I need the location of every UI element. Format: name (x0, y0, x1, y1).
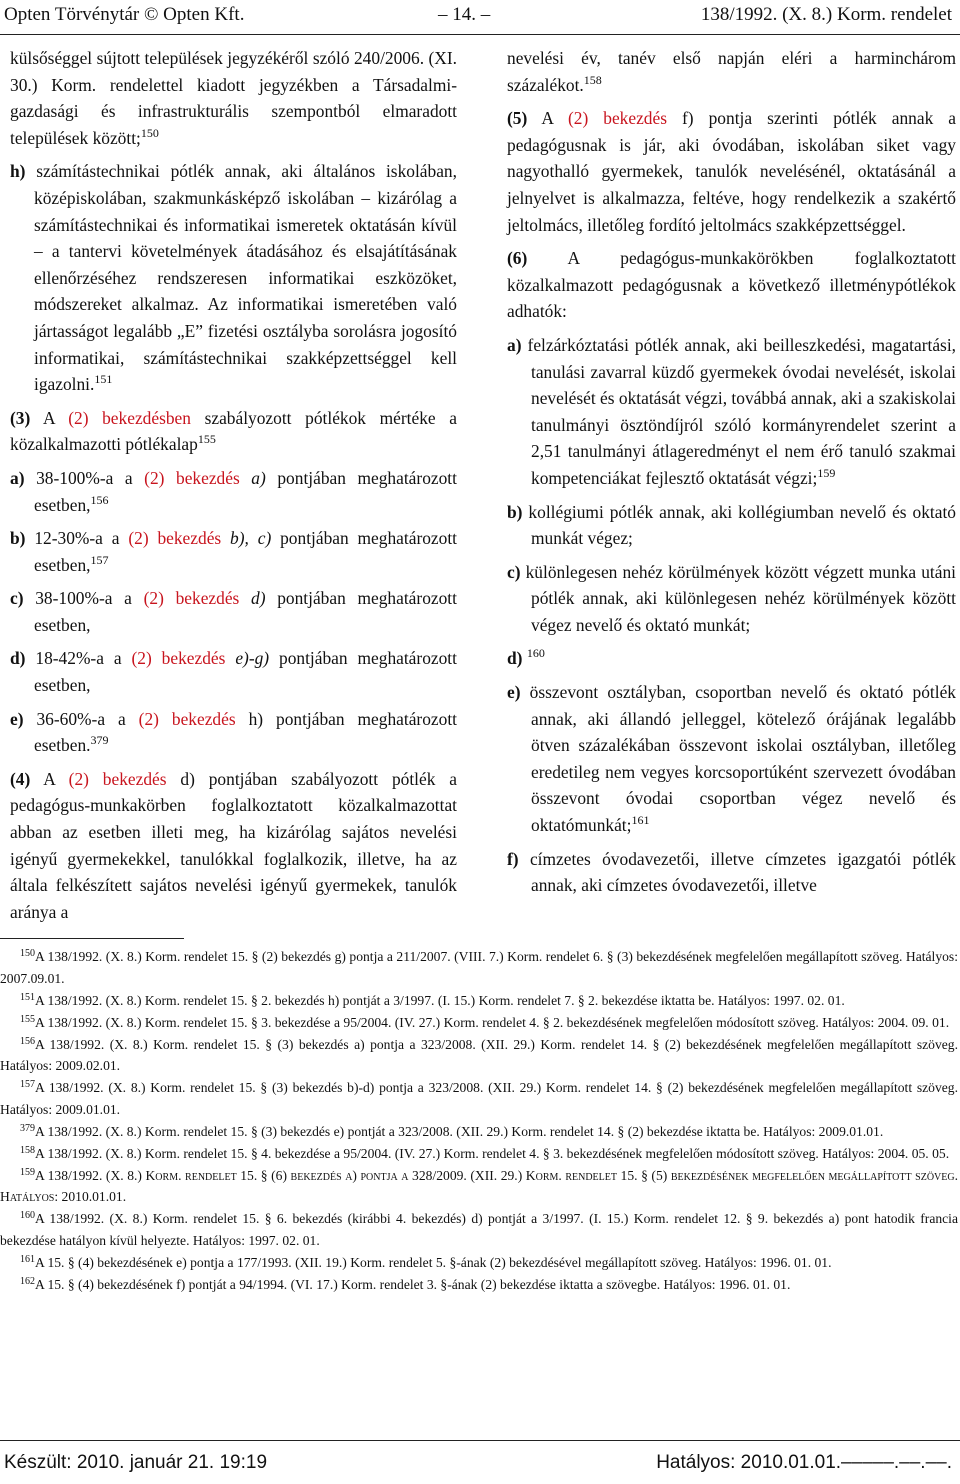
item-text: pontjában meghatározott esetben, (34, 528, 458, 575)
item-d (507, 645, 956, 672)
item-text: 38-100%-a a (35, 588, 132, 609)
footnote-text: A 138/1992. (X. 8.) Korm. rendelet 15. § (3) bekezdés b)-d) pontja a 323/2008. (XII. 29.) Korm. rendelet 14. § (2) bekezdésének megfelelően megállapított szöveg. Hatályos: 2009.01.01. (0, 1080, 958, 1117)
footnote-ref[interactable]: 379 (90, 733, 109, 748)
cross-reference-link[interactable]: (2) bekezdés (143, 588, 240, 609)
paragraph-text: A (42, 407, 55, 428)
footer-created-date: Készült: 2010. január 21. 19:19 (4, 1452, 268, 1473)
footnote (0, 1034, 958, 1077)
item-text: összevont osztályban, csoportban nevelő és oktató pótlék annak, aki állandó jelleggel, kötelező órájának legalább ötven százalékában összevont iskolai osztályban, illetőleg eredetileg nem vegyes korcsoportúként szervezett óvodában összevont óvodai csoportban végez nevelő és oktatómunkát; (529, 682, 956, 836)
paragraph-label: (5) (507, 108, 528, 129)
footnote (0, 1077, 958, 1120)
footnote-ref[interactable]: 161 (631, 813, 650, 828)
footnote-ref[interactable]: 151 (94, 372, 113, 387)
item-label: d) (10, 648, 26, 669)
footnote-text: A 138/1992. (X. 8.) Korm. rendelet 15. § 6. bekezdés (kirábbi 4. bekezdés) d) pontját a 3/1997. (I. 15.) Korm. rendelet 12. § 9. bekezdés a) pont hatodik francia bekezdése hatályon kívül helyezte. Hatályos: 1997. 02. 01. (0, 1211, 958, 1248)
footnote-ref[interactable]: 160 (526, 646, 545, 661)
item-label: e) (10, 708, 24, 729)
footnote-number: 151 (20, 991, 35, 1003)
header-rule (0, 34, 960, 35)
item-text: 12-30%-a a (34, 528, 120, 549)
footnote-number: 161 (20, 1253, 35, 1265)
footer-effective-date: Hatályos: 2010.01.01.–––––.––.––. (656, 1452, 952, 1473)
paragraph-continuation (10, 45, 457, 151)
paragraph-text: f) pontja szerinti pótlék annak a pedagógusnak is jár, aki óvodában, iskolában siket vagy nagyothalló gyermekek, tanulók nevelésénél, oktatásánál a jelnyelvet is alkalmazza, feltéve, hogy rendelkezik a szakértő jeltolmács, illetőleg fordító jeltolmács szakképzettséggel. (507, 108, 957, 235)
paragraph-text: d) pontjában szabályozott pótlék a pedagógus-munkakörben foglalkoztatott közalkalmazottat abban az esetben illeti meg, ha kizárólag sajátos nevelési igényű gyermekekkel, tanulókkal foglalkozik, illetve, ha az általa felkészített sajátos nevelési igényű gyermekek, tanulók aránya a (10, 768, 457, 922)
footnote-number: 155 (20, 1013, 35, 1025)
item-text: 18-42%-a a (35, 648, 122, 669)
item-c (10, 585, 457, 638)
paragraph-text: nevelési év, tanév első napján eléri a harminchárom százalékot. (507, 48, 956, 95)
footnote (0, 1208, 958, 1251)
page-footer (0, 1440, 960, 1484)
item-point: e)-g) (235, 648, 270, 669)
item-label: a) (507, 334, 522, 355)
paragraph-label: (3) (10, 407, 31, 428)
footnote-text: A 138/1992. (X. 8.) Korm. rendelet 15. § 3. bekezdése a 95/2004. (IV. 27.) Korm. rendelet 4. § 2. bekezdésének megfelelően módosított szöveg. Hatályos: 2004. 09. 01. (35, 1014, 950, 1030)
item-text: 38-100%-a a (36, 467, 133, 488)
item-text: 36-60%-a a (36, 708, 126, 729)
item-label: e) (507, 682, 521, 703)
footnote-text: A 15. § (4) bekezdésének e) pontja a 177/1993. (XII. 19.) Korm. rendelet 5. §-ának (2) bekezdésével megállapított szöveg. Hatályos: 1996. 01. 01. (35, 1254, 832, 1270)
item-a (10, 465, 457, 518)
footnote-number: 160 (20, 1210, 35, 1221)
footnote-text: A 138/1992. (X. 8.) Korm. rendelet 15. § (6) bekezdés a) pontja a 328/2009. (XII. 29.) Korm. rendelet 15. § (5) bekezdésének megfelelően megállapított szöveg. Hatályos: 2010.01.01. (0, 1167, 958, 1204)
cross-reference-link[interactable]: (2) bekezdésben (68, 407, 191, 428)
cross-reference-link[interactable]: (2) bekezdés (567, 108, 667, 129)
paragraph-text: A (541, 108, 553, 129)
footer-rule (0, 1440, 960, 1441)
item-label: c) (10, 588, 24, 609)
paragraph-text: A (43, 768, 55, 789)
item-label: b) (507, 501, 523, 522)
right-column (507, 45, 956, 906)
footnote-text: A 138/1992. (X. 8.) Korm. rendelet 15. § 4. bekezdése a 95/2004. (IV. 27.) Korm. rendelet 4. § 3. bekezdésének megfelelően módosított szöveg. Hatályos: 2004. 05. 05. (35, 1145, 950, 1161)
item-b (10, 525, 457, 578)
page-header (0, 0, 960, 34)
footnote-ref[interactable]: 156 (90, 492, 109, 507)
item-text: pontjában meghatározott esetben, (34, 467, 457, 515)
footnotes (0, 946, 958, 1296)
header-publisher: Opten Törvénytár © Opten Kft. (4, 4, 245, 25)
footnote-number: 162 (20, 1275, 35, 1287)
footnote-number: 158 (20, 1144, 35, 1156)
item-h (10, 158, 457, 397)
footnote (0, 1121, 958, 1143)
item-point: a) (251, 467, 266, 488)
footnote-ref[interactable]: 150 (140, 125, 159, 140)
footnote-text: A 138/1992. (X. 8.) Korm. rendelet 15. § (2) bekezdés g) pontja a 211/2007. (VIII. 7.) Korm. rendelet 6. § (3) bekezdésének megfelelően megállapított szöveg. Hatályos: 2007.09.01. (0, 949, 958, 986)
item-e (10, 706, 457, 759)
item-text: címzetes óvodavezetői, illetve címzetes igazgatói pótlék annak, aki címzetes óvodavezetői, illetve (529, 848, 956, 896)
footnote-text: A 138/1992. (X. 8.) Korm. rendelet 15. § 2. bekezdés h) pontját a 3/1997. (I. 15.) Korm. rendelet 7. § 2. bekezdése iktatta be. Hatályos: 1997. 02. 01. (35, 992, 845, 1008)
item-text: pontjában meghatározott esetben, (34, 588, 457, 635)
paragraph-text: szabályozott pótlékok mértéke a közalkalmazotti pótlékalap (10, 407, 457, 455)
footnote-number: 159 (20, 1166, 35, 1178)
item-text: számítástechnikai pótlék annak, aki általános iskolában, középiskolában, szakmunkásképző iskolában – kizárólag a számítástechnikai és informatikai ismeretek oktatásán kívül – a tantervi követelmények átadásához és elsajátításának ellenőrzéséhez rendszeresen informatikai eszközöket, módszereket alkalmaz. Az informatikai ismeretében való jártasságot legalább „E” fizetési osztályba sorolásra jogosító informatikai, számítástechnikai szakképzettséggel kell igazolni. (34, 161, 457, 395)
item-label: c) (507, 561, 521, 582)
item-text: h) pontjában meghatározott esetben. (34, 708, 457, 756)
cross-reference-link[interactable]: (2) bekezdés (144, 467, 240, 488)
footnote-ref[interactable]: 155 (197, 432, 216, 447)
paragraph-text: külsőséggel sújtott települések jegyzékéről szóló 240/2006. (XI. 30.) Korm. rendelettel kiadott jegyzékben a Társadalmi-gazdasági és infrastrukturális szempontból elmaradott települések között; (10, 48, 457, 148)
item-text: felzárkóztatási pótlék annak, aki beilleszkedési, magatartási, tanulási zavarral küzdő gyermekek óvodai nevelését, iskolai nevelését és oktatását végzi, továbbá annak, aki a szakiskolai tanulmányi ösztöndíjról szóló kormányrendelet szerint a 2,51 tanulmányi átlageredményt el nem érő tanuló szakmai kompetenciákat fejlesztő oktatását végzi; (527, 334, 956, 488)
item-point: d) (251, 588, 266, 609)
footnote (0, 1252, 958, 1274)
paragraph-label: (6) (507, 248, 528, 269)
item-text: különlegesen nehéz körülmények között végzett munka utáni pótlék annak, aki különlegesen nehéz körülmények között végez nevelő és oktató munkát; (525, 561, 956, 635)
footnote-number: 156 (20, 1035, 35, 1047)
item-label: b) (10, 528, 26, 549)
item-label: h) (10, 161, 26, 182)
paragraph-4 (10, 766, 457, 926)
footnote (0, 1012, 958, 1034)
item-label: f) (507, 848, 519, 869)
header-page-number: – 14. – (438, 4, 491, 25)
item-e (507, 679, 956, 839)
footnote-text: A 15. § (4) bekezdésének f) pontját a 94/1994. (VI. 17.) Korm. rendelet 3. §-ának (2) bekezdése iktatta a szövegbe. Hatályos: 1996. 01. 01. (35, 1276, 791, 1292)
footnote-ref[interactable]: 158 (583, 72, 602, 87)
item-point: b), c) (230, 528, 272, 549)
item-f (507, 846, 956, 899)
footnote (0, 990, 958, 1012)
item-d (10, 645, 457, 698)
footnote (0, 1143, 958, 1165)
cross-reference-link[interactable]: (2) bekezdés (128, 528, 222, 549)
footnote (0, 946, 958, 989)
paragraph-continuation (507, 45, 956, 98)
item-label: a) (10, 467, 25, 488)
footnote-rule (0, 938, 184, 939)
footnote (0, 1165, 958, 1208)
footnote-ref[interactable]: 159 (817, 465, 836, 480)
cross-reference-link[interactable]: (2) bekezdés (68, 768, 167, 789)
footnote (0, 1274, 958, 1296)
left-column (10, 45, 457, 932)
item-text: pontjában meghatározott esetben, (34, 648, 457, 696)
paragraph-5 (507, 105, 956, 238)
header-document-title: 138/1992. (X. 8.) Korm. rendelet (700, 4, 952, 25)
footnote-text: A 138/1992. (X. 8.) Korm. rendelet 15. § (3) bekezdés a) pontja a 323/2008. (XII. 29.) Korm. rendelet 14. § (2) bekezdésének megfelelően megállapított szöveg. Hatályos: 2009.02.01. (0, 1036, 958, 1073)
paragraph-3 (10, 405, 457, 458)
paragraph-label: (4) (10, 768, 31, 789)
item-b (507, 499, 956, 552)
cross-reference-link[interactable]: (2) bekezdés (138, 708, 236, 729)
cross-reference-link[interactable]: (2) bekezdés (131, 648, 226, 669)
item-label: d) (507, 648, 523, 669)
item-text: kollégiumi pótlék annak, aki kollégiumban nevelő és oktató munkát végez; (528, 501, 956, 549)
paragraph-6 (507, 245, 956, 325)
paragraph-text: A pedagógus-munkakörökben foglalkoztatott közalkalmazott pedagógusnak a következő illetménypótlékok adhatók: (507, 248, 956, 322)
item-c (507, 559, 956, 639)
item-a (507, 332, 956, 492)
footnote-number: 379 (20, 1122, 35, 1134)
footnote-text: A 138/1992. (X. 8.) Korm. rendelet 15. § (3) bekezdés e) pontját a 323/2008. (XII. 29.) Korm. rendelet 14. § (2) bekezdése iktatta be. Hatályos: 2009.01.01. (35, 1123, 884, 1139)
footnote-number: 157 (20, 1079, 35, 1090)
footnote-number: 150 (20, 948, 35, 959)
footnote-ref[interactable]: 157 (90, 552, 109, 567)
